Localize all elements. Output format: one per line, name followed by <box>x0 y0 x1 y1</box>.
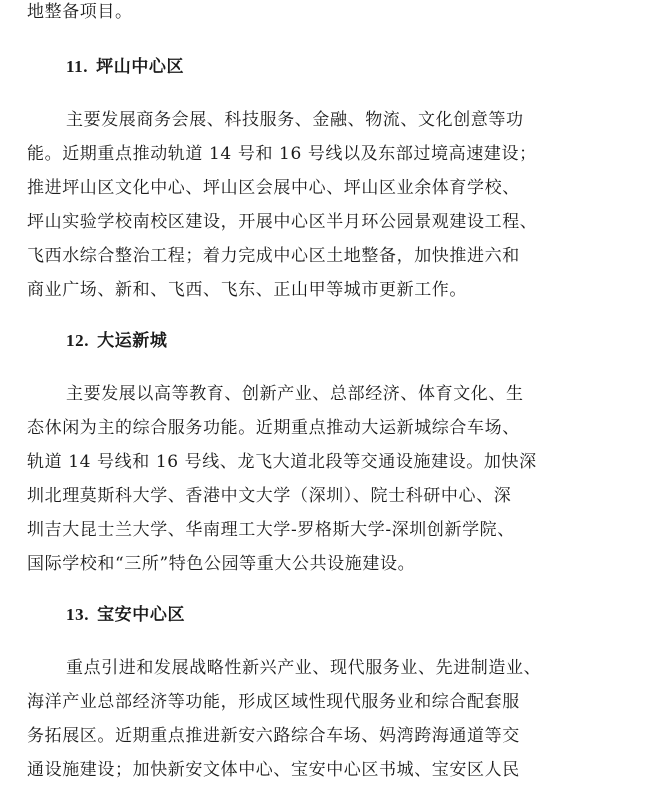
paragraph-line: 主要发展商务会展、科技服务、金融、物流、文化创意等功 <box>66 110 524 130</box>
paragraph-line: 国际学校和“三所”特色公园等重大公共设施建设。 <box>27 554 416 574</box>
section-number: 12. <box>66 331 90 350</box>
paragraph-line: 圳北理莫斯科大学、香港中文大学（深圳）、院士科研中心、深 <box>27 486 512 506</box>
section-title: 大运新城 <box>97 331 168 351</box>
section-number: 11. <box>66 57 89 76</box>
section-heading-12 <box>66 331 167 351</box>
paragraph-line: 圳吉大昆士兰大学、华南理工大学-罗格斯大学-深圳创新学院、 <box>27 520 515 540</box>
paragraph-line: 态休闲为主的综合服务功能。近期重点推动大运新城综合车场、 <box>27 418 520 438</box>
paragraph-line: 主要发展以高等教育、创新产业、总部经济、体育文化、生 <box>66 384 524 404</box>
paragraph-line: 坪山实验学校南校区建设，开展中心区半月环公园景观建设工程、 <box>27 212 538 232</box>
paragraph-line: 地整备项目。 <box>27 2 133 22</box>
paragraph-line: 重点引进和发展战略性新兴产业、现代服务业、先进制造业、 <box>66 658 542 678</box>
paragraph-line: 通设施建设；加快新安文体中心、宝安中心区书城、宝安区人民 <box>27 760 520 780</box>
paragraph-line: 轨道 14 号线和 16 号线、龙飞大道北段等交通设施建设。加快深 <box>27 452 537 472</box>
paragraph-line: 能。近期重点推动轨道 14 号和 16 号线以及东部过境高速建设； <box>27 144 537 164</box>
paragraph-line: 海洋产业总部经济等功能，形成区域性现代服务业和综合配套服 <box>27 692 520 712</box>
paragraph-line: 推进坪山区文化中心、坪山区会展中心、坪山区业余体育学校、 <box>27 178 520 198</box>
paragraph-line: 飞西水综合整治工程；着力完成中心区土地整备，加快推进六和 <box>27 246 520 266</box>
section-number: 13. <box>66 605 90 624</box>
section-heading-11 <box>66 57 184 77</box>
section-title: 坪山中心区 <box>96 57 185 77</box>
paragraph-line: 务拓展区。近期重点推进新安六路综合车场、妈湾跨海通道等交 <box>27 726 520 746</box>
section-title: 宝安中心区 <box>97 605 186 625</box>
paragraph-line: 商业广场、新和、飞西、飞东、正山甲等城市更新工作。 <box>27 280 467 300</box>
section-heading-13 <box>66 605 185 625</box>
